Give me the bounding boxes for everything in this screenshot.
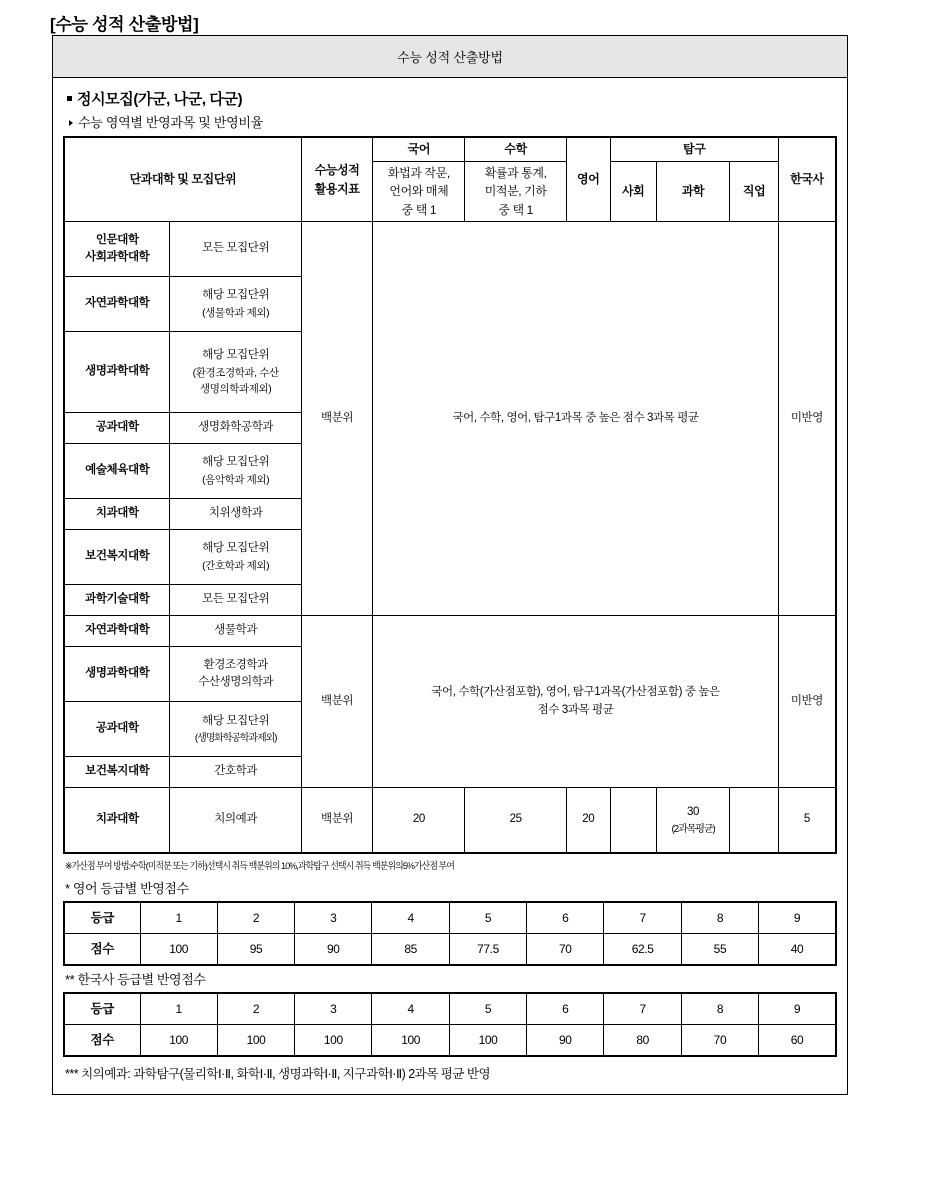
grade-cell: 9 (759, 902, 836, 934)
grade-cell: 6 (527, 902, 604, 934)
grade-cell: 5 (449, 902, 526, 934)
cell-college: 예술체육대학 (64, 444, 170, 499)
unit-note-1: (환경조경학과, 수산 (192, 367, 279, 380)
header-score-index-line2: 활용지표 (314, 181, 360, 196)
header-inquiry: 탐구 (610, 137, 778, 161)
cell-english-ratio: 20 (566, 788, 610, 854)
cell-unit (170, 222, 301, 277)
score-cell: 100 (449, 1025, 526, 1057)
score-cell: 95 (217, 934, 294, 966)
formula-line-1: 국어, 수학(가산점포함), 영어, 탐구1과목(가산점포함) 중 높은 (431, 686, 720, 699)
score-cell: 55 (681, 934, 758, 966)
table-header-row-1 (64, 137, 836, 161)
history-grade-table (63, 992, 837, 1057)
score-cell: 60 (759, 1025, 836, 1057)
korean-sub-3: 중 택 1 (401, 202, 437, 217)
unit-note-1: (생물학과 제외) (202, 307, 270, 320)
math-sub-3: 중 택 1 (498, 202, 533, 217)
grade-cell: 7 (604, 993, 681, 1025)
cell-college: 공과대학 (64, 702, 170, 757)
row-label-score: 점수 (64, 934, 140, 966)
cell-unit: 모든 모집단위 (170, 585, 301, 616)
grade-cell: 1 (140, 902, 217, 934)
history-grade-title: ** 한국사 등급별 반영점수 (65, 972, 206, 988)
score-cell: 100 (140, 934, 217, 966)
score-cell: 77.5 (449, 934, 526, 966)
header-college-unit: 단과대학 및 모집단위 (64, 137, 301, 222)
cell-college: 보건복지대학 (64, 530, 170, 585)
cell-science-ratio (656, 788, 730, 854)
cell-history-group2: 미반영 (778, 616, 836, 788)
bullet-subject-ratio-label: 수능 영역별 반영과목 및 반영비율 (78, 115, 263, 130)
page-title: [수능 성적 산출방법] (50, 15, 199, 34)
cell-vocational-ratio (730, 788, 778, 854)
cell-unit (170, 277, 301, 332)
grade-cell: 9 (759, 993, 836, 1025)
content-container (52, 35, 848, 1095)
section-header-bar: 수능 성적 산출방법 (53, 36, 847, 78)
cell-college: 생명과학대학 (64, 332, 170, 413)
grade-cell: 1 (140, 993, 217, 1025)
header-english: 영어 (566, 137, 610, 222)
math-sub-2: 미적분, 기하 (484, 184, 547, 199)
score-cell: 100 (295, 1025, 372, 1057)
english-grade-title: * 영어 등급별 반영점수 (65, 881, 189, 897)
score-cell: 70 (681, 1025, 758, 1057)
cell-history-group1: 미반영 (778, 222, 836, 616)
cell-college: 치과대학 (64, 499, 170, 530)
unit-line-1: 환경조경학과 (203, 658, 268, 671)
square-bullet-icon (67, 96, 72, 101)
grade-cell: 4 (372, 902, 449, 934)
score-cell: 85 (372, 934, 449, 966)
score-cell: 100 (140, 1025, 217, 1057)
cell-history-ratio: 5 (778, 788, 836, 854)
bullet-admission-type (67, 88, 837, 109)
grade-cell: 8 (681, 902, 758, 934)
cell-college (64, 222, 170, 277)
cell-math-ratio: 25 (465, 788, 566, 854)
grade-cell: 5 (449, 993, 526, 1025)
cell-college: 공과대학 (64, 413, 170, 444)
score-cell: 80 (604, 1025, 681, 1057)
cell-college: 자연과학대학 (64, 277, 170, 332)
grade-cell: 3 (295, 993, 372, 1025)
science-ratio-value: 30 (687, 805, 700, 818)
grade-cell: 8 (681, 993, 758, 1025)
cell-index-group1: 백분위 (301, 222, 372, 616)
bullet-admission-type-label: 정시모집(가군, 나군, 다군) (77, 91, 243, 108)
header-score-index (301, 137, 372, 222)
science-ratio-note: (2과목평균) (671, 823, 715, 835)
formula-line-2: 점수 3과목 평균 (537, 703, 614, 716)
grade-cell: 2 (217, 993, 294, 1025)
unit-line-1: 해당 모집단위 (202, 542, 270, 555)
cell-college: 치과대학 (64, 788, 170, 854)
cell-index-group3: 백분위 (301, 788, 372, 854)
triangle-bullet-icon (69, 120, 73, 126)
header-inquiry-science: 과학 (656, 161, 730, 222)
unit-line-1: 해당 모집단위 (202, 714, 270, 727)
bullet-subject-ratio (69, 112, 837, 131)
cell-index-group2: 백분위 (301, 616, 372, 788)
cell-unit (170, 530, 301, 585)
table-row (64, 616, 836, 647)
dentistry-note: *** 치의예과: 과학탐구(물리학Ⅰ·Ⅱ, 화학Ⅰ·Ⅱ, 생명과학Ⅰ·Ⅱ, 지구과학Ⅰ·Ⅱ) 2과목 평균 반영 (65, 1067, 491, 1082)
grade-cell: 3 (295, 902, 372, 934)
score-cell: 90 (295, 934, 372, 966)
score-cell: 100 (372, 1025, 449, 1057)
cell-unit (170, 702, 301, 757)
cell-unit: 생물학과 (170, 616, 301, 647)
unit-note-2: 생명의학과제외) (200, 383, 272, 396)
main-score-table (63, 136, 837, 854)
table-row (64, 222, 836, 277)
score-cell: 62.5 (604, 934, 681, 966)
unit-line-1: 모든 모집단위 (202, 242, 270, 255)
cell-korean-ratio: 20 (373, 788, 465, 854)
cell-formula-group1: 국어, 수학, 영어, 탐구1과목 중 높은 점수 3과목 평균 (373, 222, 779, 616)
content-body (53, 78, 847, 1094)
header-korean: 국어 (373, 137, 465, 161)
score-cell: 40 (759, 934, 836, 966)
cell-unit (170, 332, 301, 413)
bonus-point-note: ※가산점 부여 방법:수학(미적분 또는 기하)선택시 취득 백분위의 10%,과학탐구 선택시 취득 백분위의5%가산점 부여 (65, 861, 455, 873)
cell-unit (170, 444, 301, 499)
table-row (64, 934, 836, 966)
table-row (64, 993, 836, 1025)
cell-unit (170, 647, 301, 702)
college-line-2: 사회과학대학 (85, 251, 150, 264)
cell-unit: 치위생학과 (170, 499, 301, 530)
row-label-score: 점수 (64, 1025, 140, 1057)
row-label-grade: 등급 (64, 993, 140, 1025)
table-row (64, 788, 836, 854)
header-korean-history: 한국사 (778, 137, 836, 222)
score-cell: 70 (527, 934, 604, 966)
unit-note-1: (간호학과 제외) (202, 560, 270, 573)
unit-line-1: 해당 모집단위 (202, 349, 270, 362)
unit-note-1: (음악학과 제외) (202, 474, 270, 487)
grade-cell: 4 (372, 993, 449, 1025)
score-cell: 90 (527, 1025, 604, 1057)
unit-line-2: 수산생명의학과 (198, 676, 274, 689)
header-inquiry-social: 사회 (610, 161, 656, 222)
grade-cell: 2 (217, 902, 294, 934)
grade-cell: 7 (604, 902, 681, 934)
english-grade-table (63, 901, 837, 966)
header-korean-subjects (373, 161, 465, 222)
unit-note-1: (생명화학공학과제외) (194, 732, 277, 744)
row-label-grade: 등급 (64, 902, 140, 934)
korean-sub-2: 언어와 매체 (389, 184, 449, 199)
table-row (64, 902, 836, 934)
header-math-subjects (465, 161, 566, 222)
math-sub-1: 확률과 통계, (484, 165, 547, 180)
table-row (64, 1025, 836, 1057)
korean-sub-1: 화법과 작문, (387, 165, 450, 180)
cell-college: 생명과학대학 (64, 647, 170, 702)
cell-college: 보건복지대학 (64, 757, 170, 788)
score-cell: 100 (217, 1025, 294, 1057)
grade-cell: 6 (527, 993, 604, 1025)
cell-unit: 생명화학공학과 (170, 413, 301, 444)
cell-unit: 간호학과 (170, 757, 301, 788)
cell-college: 자연과학대학 (64, 616, 170, 647)
header-score-index-line1: 수능성적 (314, 163, 360, 178)
cell-social-ratio (610, 788, 656, 854)
cell-college: 과학기술대학 (64, 585, 170, 616)
cell-unit: 치의예과 (170, 788, 301, 854)
cell-formula-group2 (373, 616, 779, 788)
unit-line-1: 해당 모집단위 (202, 289, 270, 302)
header-inquiry-vocational: 직업 (730, 161, 778, 222)
college-line-1: 인문대학 (95, 233, 139, 246)
unit-line-1: 해당 모집단위 (202, 456, 270, 469)
header-math: 수학 (465, 137, 566, 161)
